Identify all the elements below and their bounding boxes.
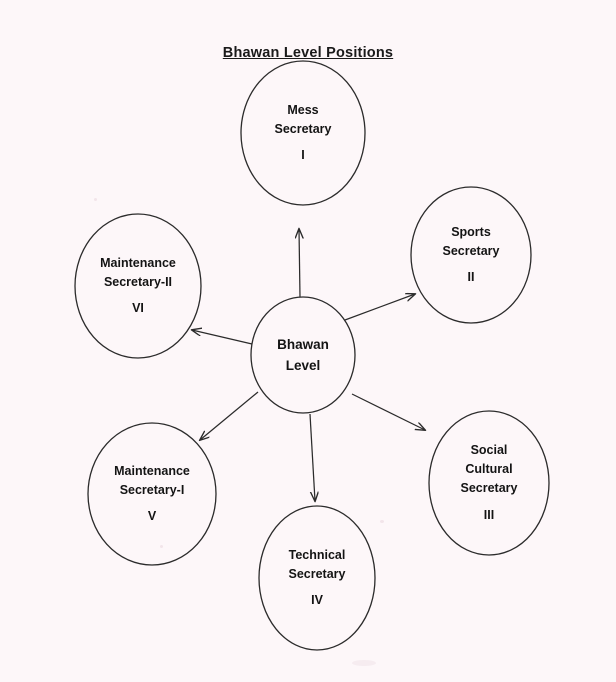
maintenance-secretary-2-node-outline [75, 214, 201, 358]
center-node-outline [251, 297, 355, 413]
social-cultural-secretary-node-label: Social Cultural Secretary III [460, 442, 518, 522]
arrow-to-mess-secretary [299, 229, 300, 297]
sports-secretary-node-label: Sports Secretary II [442, 224, 500, 285]
arrow-to-sports-secretary [345, 294, 415, 320]
technical-secretary-node-label: Technical Secretary IV [288, 547, 346, 608]
sports-secretary-node-outline [411, 187, 531, 323]
center-node-label: Bhawan Level [277, 336, 329, 374]
mess-secretary-node-outline [241, 61, 365, 205]
arrow-to-maintenance-secretary-2 [192, 330, 252, 344]
maintenance-secretary-1-node-outline [88, 423, 216, 565]
arrow-to-technical-secretary [310, 414, 315, 501]
technical-secretary-node-outline [259, 506, 375, 650]
arrow-to-maintenance-secretary-1 [200, 392, 258, 440]
social-cultural-secretary-node-outline [429, 411, 549, 555]
arrow-to-social-cultural-secretary [352, 394, 425, 430]
mess-secretary-node-label: Mess Secretary I [274, 102, 332, 163]
page-title: Bhawan Level Positions [222, 45, 394, 61]
arrow-group [192, 229, 425, 501]
maintenance-secretary-1-node-label: Maintenance Secretary-I V [114, 463, 190, 524]
maintenance-secretary-2-node-label: Maintenance Secretary-II VI [100, 255, 176, 316]
node-ellipses-group [75, 61, 549, 650]
